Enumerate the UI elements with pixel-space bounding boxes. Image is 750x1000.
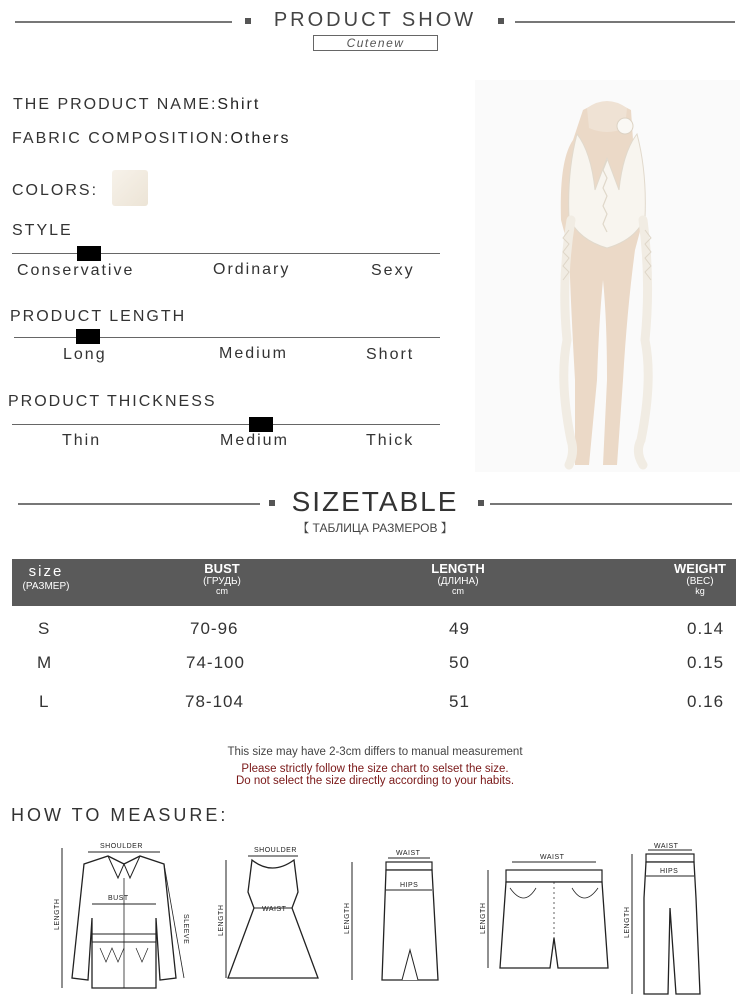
bust-label: BUST — [108, 895, 129, 902]
header-bust-unit: cm — [216, 586, 228, 597]
length-option-short: Short — [366, 346, 415, 363]
fabric-label: FABRIC COMPOSITION: — [12, 130, 231, 147]
pants-length-label: LENGTH — [624, 906, 631, 938]
header-bust-ru: (ГРУДЬ) — [203, 576, 241, 588]
header-length-main: LENGTH — [431, 561, 485, 576]
cell-weight: 0.15 — [687, 653, 725, 672]
fabric-row — [12, 130, 290, 148]
sizetable-bullet-right — [478, 500, 484, 506]
cell-size: L — [39, 692, 50, 711]
header-bullet-right — [498, 18, 504, 24]
jacket-measure-diagram — [48, 838, 198, 998]
page-title: PRODUCT SHOW — [273, 9, 477, 31]
cell-weight: 0.14 — [687, 619, 725, 638]
skirt-length-label: LENGTH — [344, 902, 351, 934]
thickness-marker — [249, 417, 273, 432]
thickness-label: PRODUCT THICKNESS — [8, 393, 217, 410]
sizetable-divider-right — [490, 503, 732, 505]
skirt-waist-label: WAIST — [396, 850, 421, 857]
cell-length: 49 — [449, 619, 470, 638]
skirt-measure-diagram — [342, 846, 442, 996]
shorts-waist-label: WAIST — [540, 854, 565, 861]
header-weight-unit: kg — [695, 586, 705, 597]
length-marker — [76, 329, 100, 344]
header-weight — [660, 562, 740, 597]
cell-size: S — [38, 619, 51, 638]
style-option-ordinary: Ordinary — [213, 261, 291, 278]
note-habits: Do not select the size directly according to your habits. — [235, 775, 515, 787]
sizetable-header — [12, 559, 736, 606]
cell-weight: 0.16 — [687, 692, 725, 711]
shorts-length-label: LENGTH — [480, 902, 487, 934]
sizetable-subtitle: 【 ТАБЛИЦА РАЗМЕРОВ 】 — [297, 521, 453, 535]
thickness-track — [12, 424, 440, 425]
header-size — [16, 564, 76, 592]
style-label: STYLE — [12, 222, 73, 239]
sizetable-title: SIZETABLE — [291, 486, 459, 517]
pants-measure-diagram — [622, 838, 702, 998]
sleeve-label: SLEEVE — [182, 914, 189, 945]
dress-shoulder-label: SHOULDER — [254, 847, 297, 854]
header-length-unit: cm — [452, 586, 464, 597]
product-name-value: Shirt — [217, 96, 261, 113]
thickness-option-thin: Thin — [62, 432, 102, 449]
product-photo — [475, 80, 740, 472]
header-size-ru: (РАЗМЕР) — [22, 580, 70, 592]
style-option-sexy: Sexy — [371, 262, 415, 279]
dress-measure-diagram — [214, 842, 324, 992]
shoulder-label: SHOULDER — [100, 843, 143, 850]
colors-label: COLORS: — [12, 182, 99, 199]
header-size-main: size — [28, 563, 64, 580]
jacket-length-label: LENGTH — [54, 898, 61, 930]
product-name-label: THE PRODUCT NAME: — [13, 96, 218, 113]
header-weight-ru: (ВЕС) — [686, 576, 714, 588]
dress-waist-label: WAIST — [262, 906, 287, 913]
cell-size: M — [37, 653, 53, 672]
color-swatch[interactable] — [112, 170, 148, 206]
header-divider-right — [515, 21, 735, 23]
product-name-row — [13, 96, 260, 114]
length-option-medium: Medium — [219, 345, 288, 362]
brand-subtitle: Cutenew — [313, 35, 438, 51]
header-bust-main: BUST — [204, 561, 240, 576]
style-option-conservative: Conservative — [17, 262, 135, 279]
note-follow-chart: Please strictly follow the size chart to selset the size. — [241, 763, 509, 775]
length-option-long: Long — [63, 346, 107, 363]
note-measurement: This size may have 2-3cm differs to manual measurement — [227, 746, 523, 758]
cell-length: 50 — [449, 653, 470, 672]
header-length — [418, 562, 498, 597]
fabric-value: Others — [230, 130, 291, 147]
dress-length-label: LENGTH — [218, 904, 225, 936]
length-label: PRODUCT LENGTH — [10, 308, 187, 325]
shorts-measure-diagram — [478, 848, 618, 978]
header-length-ru: (ДЛИНА) — [437, 576, 479, 588]
skirt-hips-label: HIPS — [400, 882, 419, 889]
pants-waist-label: WAIST — [654, 843, 679, 850]
style-marker — [77, 246, 101, 261]
cell-length: 51 — [449, 692, 470, 711]
cell-bust: 74-100 — [186, 653, 245, 672]
thickness-option-thick: Thick — [366, 432, 415, 449]
pants-hips-label: HIPS — [660, 868, 679, 875]
header-bust — [182, 562, 262, 597]
cell-bust: 70-96 — [190, 619, 239, 638]
thickness-option-medium: Medium — [220, 432, 289, 449]
header-weight-main: WEIGHT — [674, 561, 726, 576]
cell-bust: 78-104 — [185, 692, 244, 711]
how-to-measure-title: HOW TO MEASURE: — [11, 805, 229, 825]
